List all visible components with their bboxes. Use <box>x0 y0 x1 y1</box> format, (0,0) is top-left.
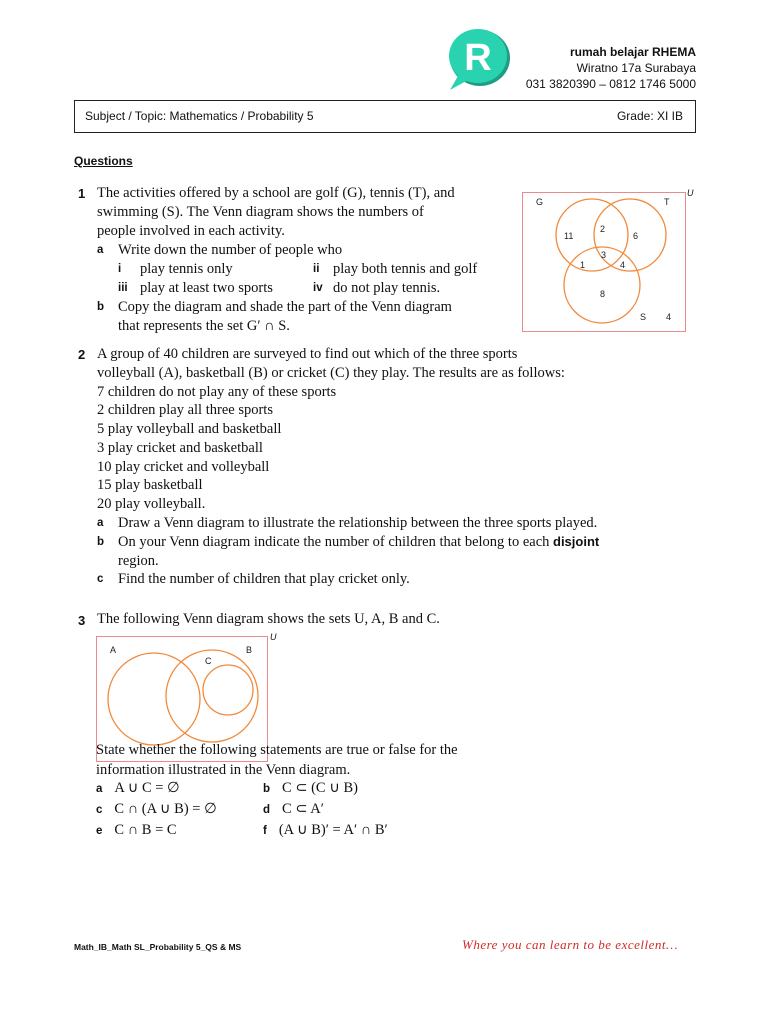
subject-box <box>74 100 696 133</box>
q1a-iii-text: play at least two sports <box>140 280 273 296</box>
value-g-only: 11 <box>564 231 574 241</box>
q2-line-2: volleyball (A), basketball (B) or cricket (C) they play. The results are as follows: <box>97 365 565 381</box>
q2-line-7: 10 play cricket and volleyball <box>97 459 270 475</box>
q2b-bold-word: disjoint <box>553 534 600 549</box>
label-g: G <box>536 197 544 207</box>
q2-line-3: 7 children do not play any of these sports <box>97 384 337 400</box>
q3-statement-d: d C ⊂ A′ <box>263 801 324 817</box>
footer-filename: Math_IB_Math SL_Probability 5_QS & MS <box>74 942 242 952</box>
circle-c <box>203 665 253 715</box>
org-phone: 031 3820390 – 0812 1746 5000 <box>525 77 696 91</box>
q1-line-1: The activities offered by a school are golf (G), tennis (T), and <box>97 185 455 201</box>
q2-line-1: A group of 40 children are surveyed to find out which of the three sports <box>97 346 518 362</box>
q2-line-9: 20 play volleyball. <box>97 496 206 512</box>
label-c: C <box>205 656 212 666</box>
q2a-label: a <box>97 517 104 529</box>
circle-b <box>166 650 258 742</box>
q1-number: 1 <box>78 186 86 201</box>
q3-number: 3 <box>78 613 86 628</box>
q2b-text: On your Venn diagram indicate the number of children that belong to each disjoint <box>118 534 600 550</box>
q1a-iv-label: iv <box>313 282 323 294</box>
q3-text: The following Venn diagram shows the sets U, A, B and C. <box>97 611 440 627</box>
q1a-i-label: i <box>118 263 122 275</box>
q1a-ii-label: ii <box>313 263 320 275</box>
label-s: S <box>640 312 647 322</box>
footer-slogan: Where you can learn to be excellent… <box>462 937 679 952</box>
org-address: Wiratno 17a Surabaya <box>576 61 696 75</box>
value-g-s: 1 <box>580 260 586 270</box>
q2c-text: Find the number of children that play cricket only. <box>118 571 410 587</box>
q1a-ii-text: play both tennis and golf <box>333 261 478 277</box>
value-g-t-s: 3 <box>601 250 607 260</box>
value-outside: 4 <box>666 312 672 322</box>
q3-universe-label: U <box>270 632 277 642</box>
q1a-label: a <box>97 244 104 256</box>
label-a: A <box>110 645 117 655</box>
q2-line-6: 3 play cricket and basketball <box>97 440 263 456</box>
q1-line-3: people involved in each activity. <box>97 223 285 239</box>
q2c-label: c <box>97 573 104 585</box>
q2-line-8: 15 play basketball <box>97 477 203 493</box>
q1a-iv-text: do not play tennis. <box>333 280 441 296</box>
q1a-iii-label: iii <box>118 282 128 294</box>
q2a-text: Draw a Venn diagram to illustrate the relationship between the three sports played. <box>118 515 598 531</box>
value-s-only: 8 <box>600 289 606 299</box>
subject-topic: Subject / Topic: Mathematics / Probability 5 <box>85 109 314 123</box>
q1a-text: Write down the number of people who <box>118 242 343 258</box>
q2-line-4: 2 children play all three sports <box>97 402 273 418</box>
q3-statement-c: c C ∩ (A ∪ B) = ∅ <box>96 801 217 817</box>
q1-universe-label: U <box>687 188 694 198</box>
q3-line-2: information illustrated in the Venn diagram. <box>96 762 351 778</box>
label-b: B <box>246 645 253 655</box>
q3-statement-f: f (A ∪ B)′ = A′ ∩ B′ <box>263 822 388 838</box>
value-t-s: 4 <box>620 260 626 270</box>
q1b-label: b <box>97 301 105 313</box>
rhema-logo <box>436 24 516 94</box>
q3-statement-e: e C ∩ B = C <box>96 822 177 838</box>
q1-venn-diagram <box>522 192 686 332</box>
q2-number: 2 <box>78 347 86 362</box>
label-t: T <box>664 197 670 207</box>
q1-line-2: swimming (S). The Venn diagram shows the numbers of <box>97 204 424 220</box>
q3-statement-b: b C ⊂ (C ∪ B) <box>263 780 358 796</box>
grade: Grade: XI IB <box>616 109 683 123</box>
q3-line-1: State whether the following statements are true or false for the <box>96 742 458 758</box>
q2b-label: b <box>97 536 105 548</box>
org-name: rumah belajar RHEMA <box>569 45 696 59</box>
value-t-only: 6 <box>633 231 639 241</box>
circle-a <box>108 653 200 745</box>
q1a-i-text: play tennis only <box>140 261 233 277</box>
logo-letter: R <box>464 37 492 79</box>
q1b-line-1: Copy the diagram and shade the part of the Venn diagram <box>118 299 452 315</box>
q2b-text-2: region. <box>118 553 159 569</box>
q2-line-5: 5 play volleyball and basketball <box>97 421 282 437</box>
q3-statement-a: a A ∪ C = ∅ <box>96 780 180 796</box>
q1-venn-border <box>523 193 686 332</box>
questions-title: Questions <box>74 154 133 168</box>
q1b-line-2: that represents the set G′ ∩ S. <box>118 318 290 334</box>
value-g-t: 2 <box>600 224 606 234</box>
